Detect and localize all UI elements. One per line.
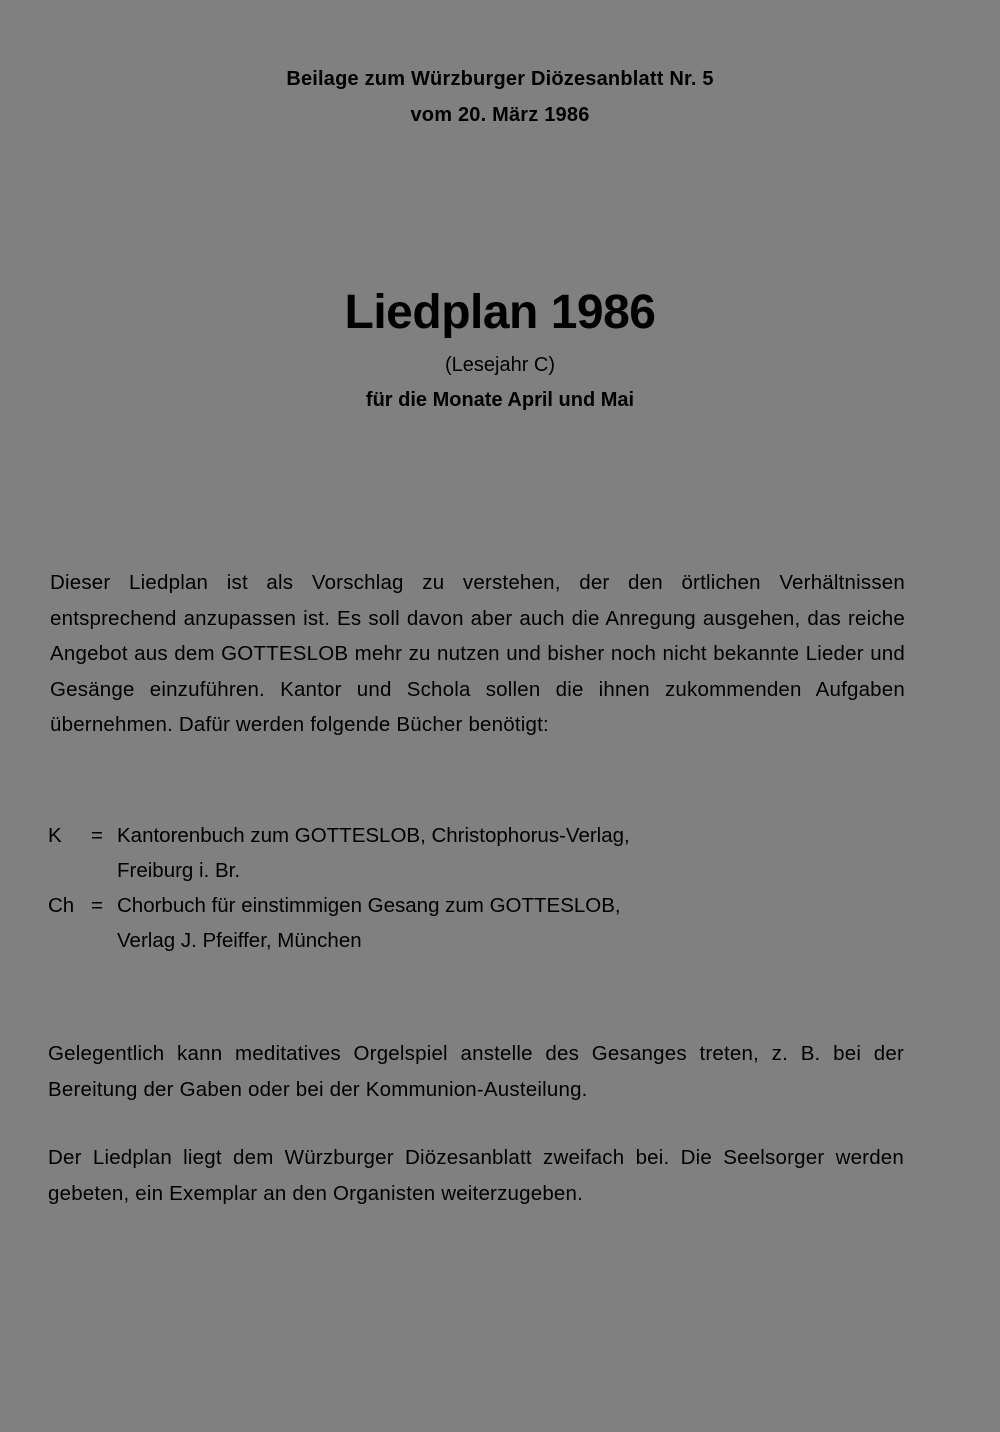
equals-sign: =	[91, 824, 103, 847]
page-subtitle: (Lesejahr C)	[444, 354, 556, 376]
page-title: Liedplan 1986	[344, 286, 656, 339]
organ-paragraph: Gelegentlich kann meditatives Orgelspiel anstelle des Gesanges treten, z. B. bei der Bereitung der Gaben oder bei der Kommunion-Austeilung.	[48, 1042, 904, 1101]
book-description	[117, 888, 908, 958]
months-line: für die Monate April und Mai	[365, 389, 635, 411]
book-abbreviation: K	[48, 824, 62, 847]
book-description-line: Kantorenbuch zum GOTTESLOB, Christophorus-Verlag,	[117, 824, 630, 847]
book-entry-kantorenbuch	[48, 818, 908, 888]
book-entry-chorbuch	[48, 888, 908, 958]
book-description-line: Freiburg i. Br.	[117, 859, 241, 882]
supplement-header: Beilage zum Würzburger Diözesanblatt Nr. 5	[286, 68, 714, 90]
supplement-date: vom 20. März 1986	[410, 104, 590, 126]
intro-paragraph: Dieser Liedplan ist als Vorschlag zu verstehen, der den örtlichen Verhältnissen entsprechend anzupassen ist. Es soll davon aber auch die Anregung ausgehen, das reiche Angebot aus dem GOTTESLOB mehr zu nutzen und bisher noch nicht bekannte Lieder und Gesänge einzuführen. Kantor und Schola sollen die ihnen zukommenden Aufgaben übernehmen. Dafür werden folgende Bücher benötigt:	[50, 571, 905, 736]
book-description-line: Verlag J. Pfeiffer, München	[117, 929, 362, 952]
distribution-paragraph: Der Liedplan liegt dem Würzburger Diözesanblatt zweifach bei. Die Seelsorger werden gebeten, ein Exemplar an den Organisten weiterzugeben.	[48, 1146, 904, 1205]
equals-sign: =	[91, 894, 103, 917]
book-description	[117, 818, 908, 888]
book-list	[48, 818, 908, 958]
book-abbreviation: Ch	[48, 894, 75, 917]
book-description-line: Chorbuch für einstimmigen Gesang zum GOTTESLOB,	[117, 894, 621, 917]
